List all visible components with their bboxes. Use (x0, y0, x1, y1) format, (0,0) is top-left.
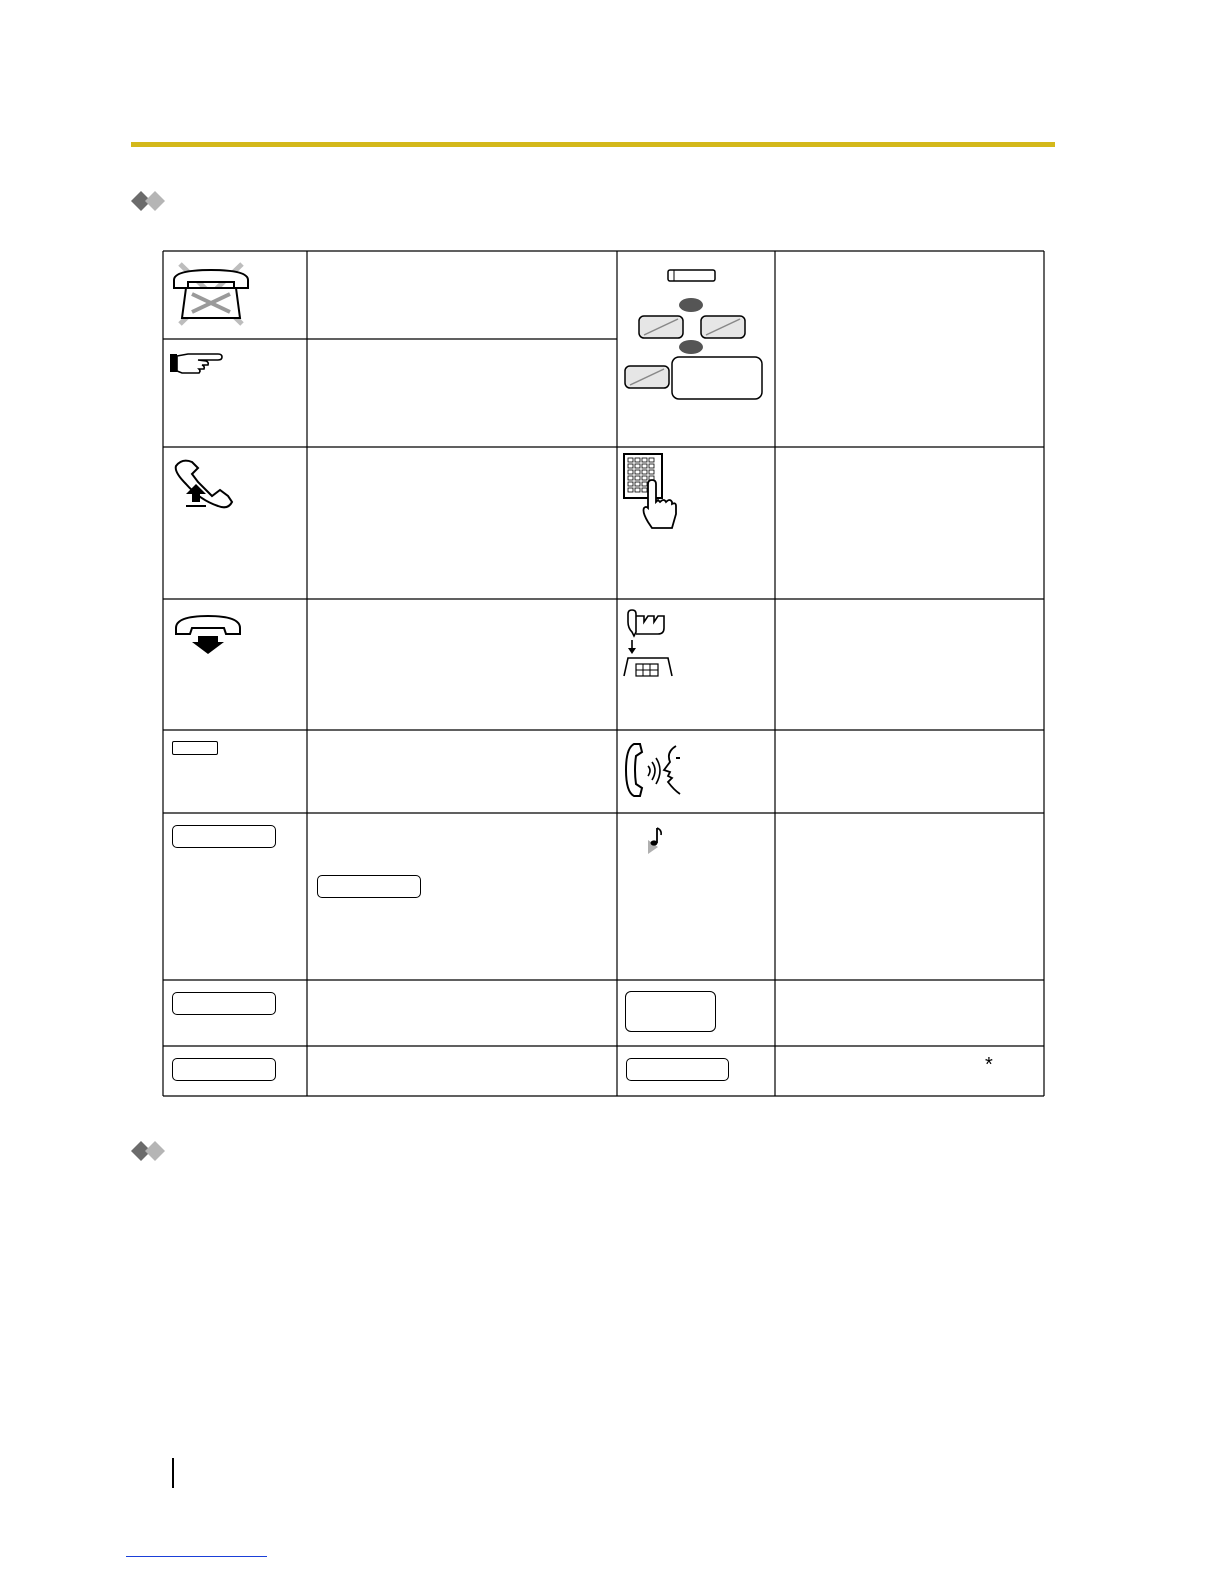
display-key-icon[interactable] (625, 991, 716, 1032)
flexible-key-icon[interactable] (172, 992, 276, 1015)
no-handset-icon (168, 258, 254, 330)
diamond-pair-icon (131, 1139, 171, 1163)
fixed-key-icon[interactable] (172, 741, 218, 755)
on-hook-icon (172, 610, 244, 656)
page-number-bar (172, 1458, 174, 1488)
press-hold-key-icon (622, 608, 676, 680)
asterisk-symbol: * (985, 1054, 993, 1076)
pointing-hand-icon (168, 348, 224, 378)
header-rule (131, 142, 1055, 147)
navigator-key-icon[interactable] (622, 266, 767, 406)
flexible-key-icon[interactable] (626, 1058, 729, 1081)
flexible-key-icon[interactable] (172, 1058, 276, 1081)
tone-icon (644, 824, 666, 856)
navigator-key-graphic (622, 266, 767, 406)
off-hook-icon (168, 456, 238, 512)
dial-keypad-icon (622, 452, 682, 530)
diamond-pair-icon (131, 189, 171, 213)
flexible-key-icon[interactable] (172, 825, 276, 848)
flexible-key-icon[interactable] (317, 875, 421, 898)
footer-link-underline[interactable] (126, 1556, 267, 1557)
talk-icon (622, 740, 686, 800)
